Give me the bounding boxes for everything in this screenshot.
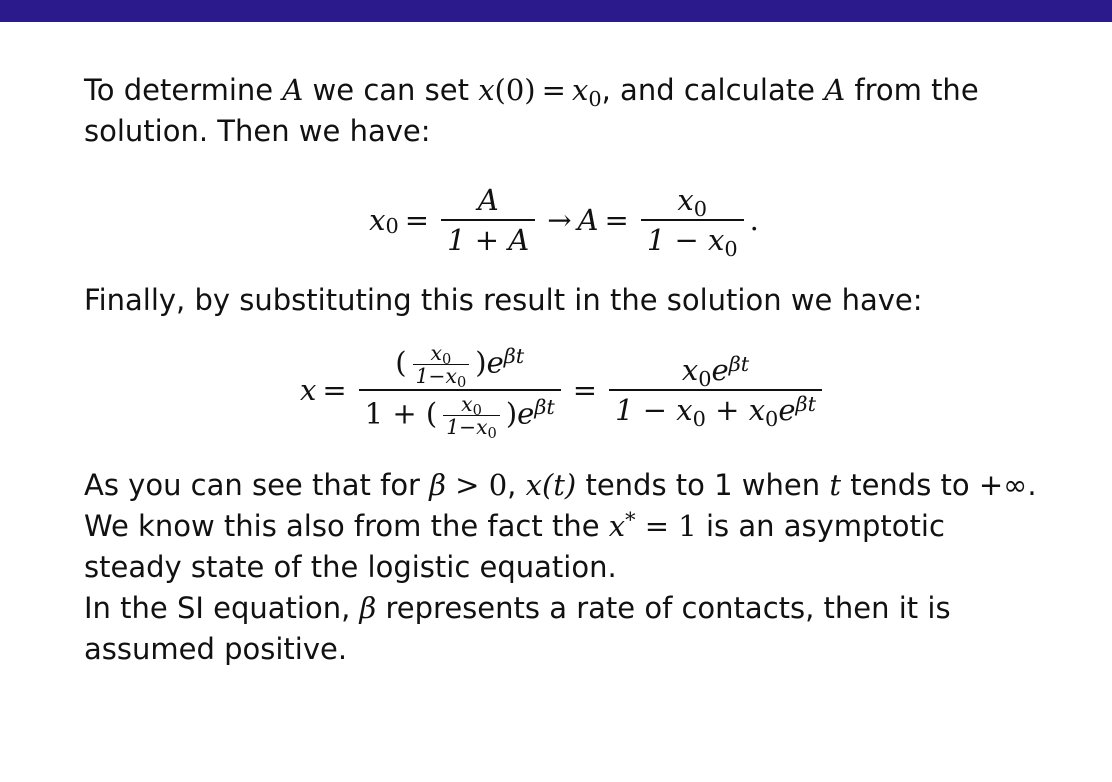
math-exponent: βt xyxy=(503,344,525,369)
si-equation-paragraph xyxy=(84,588,1044,670)
text-run: represents a rate of contacts, then it is assumed positive. xyxy=(84,591,951,666)
math-equals: = xyxy=(541,73,566,107)
text-run: As you can see that for xyxy=(84,468,430,502)
math-var-beta: β xyxy=(429,468,446,502)
math-paren: ) xyxy=(475,345,487,380)
inner-fraction xyxy=(413,341,470,392)
asymptotic-paragraph xyxy=(84,465,1044,588)
text-run: from the solution. Then we have: xyxy=(84,73,979,148)
math-subscript: 0 xyxy=(487,425,497,443)
slide-content xyxy=(84,70,1044,670)
math-subscript: 0 xyxy=(692,406,706,431)
math-var-x0: x xyxy=(369,202,386,237)
math-exponent: βt xyxy=(534,395,555,420)
fraction-simplified xyxy=(609,351,822,431)
text-run: tends to +∞. We know this also from the fact the xyxy=(84,468,1037,543)
fraction-main xyxy=(359,341,561,443)
fraction-numerator xyxy=(676,353,755,389)
math-arrow: → xyxy=(547,202,572,237)
math-expr: x(t) xyxy=(525,468,577,502)
math-equals: = xyxy=(322,372,347,407)
math-subscript: 0 xyxy=(588,86,602,111)
text-run: tends to 1 when xyxy=(576,468,830,502)
math-var-e: e xyxy=(486,345,504,380)
fraction-numerator xyxy=(389,341,530,392)
fraction-numerator xyxy=(458,392,485,420)
math-subscript: 0 xyxy=(472,402,482,420)
text-run: To determine xyxy=(84,73,283,107)
fraction-denominator xyxy=(641,219,744,261)
inner-fraction xyxy=(443,392,500,443)
fraction-denominator xyxy=(359,389,561,443)
math-var-x: x xyxy=(300,372,317,407)
fraction-numerator xyxy=(428,341,455,369)
text-run: In the SI equation, xyxy=(84,591,360,625)
math-var-A: A xyxy=(824,73,846,107)
math-expr: 1−x xyxy=(446,415,488,439)
math-expr: + x xyxy=(705,393,766,427)
math-paren: ( xyxy=(395,345,407,380)
fraction-denominator xyxy=(413,364,470,392)
fraction-A-over-1-plus-A xyxy=(441,183,535,257)
math-var-e: e xyxy=(711,353,729,387)
fraction-denominator xyxy=(443,415,500,443)
math-expr: 1−x xyxy=(415,364,457,388)
math-paren: ) xyxy=(505,396,518,431)
math-var-t: t xyxy=(829,468,841,502)
math-var-x: x xyxy=(608,509,626,543)
math-var-x0: x xyxy=(571,73,589,107)
math-var-x: x xyxy=(681,353,699,387)
math-var-e: e xyxy=(517,396,535,431)
fraction-numerator xyxy=(671,183,713,219)
equation-initial-condition: x 0 = $\frac{A}{1 + A}$ → A = $\frac{x_0}{1 - x_0}$ . xyxy=(369,183,759,261)
math-subscript: 0 xyxy=(765,406,779,431)
math-var-x: x xyxy=(430,341,442,365)
math-period: . xyxy=(749,202,759,237)
math-exponent: βt xyxy=(795,391,816,416)
math-paren: ( xyxy=(425,396,438,431)
math-subscript: 0 xyxy=(456,374,467,392)
math-subscript: 0 xyxy=(698,366,712,391)
math-equals: = xyxy=(572,372,598,407)
fraction-denominator xyxy=(609,389,822,431)
fraction-x0-over-1-minus-x0 xyxy=(641,183,744,261)
math-var-x: x xyxy=(461,392,473,416)
math-equals: = xyxy=(404,202,430,237)
fraction-numerator: A xyxy=(477,183,499,217)
fraction-denominator: 1 + A xyxy=(441,219,535,257)
text-run: is an asymptotic steady state of the logistic equation. xyxy=(84,509,945,584)
math-var-x: x xyxy=(478,73,495,107)
math-var-A: A xyxy=(282,73,304,107)
math-exponent: βt xyxy=(728,351,750,376)
math-equals: = xyxy=(604,202,629,237)
math-var-x: x xyxy=(677,183,694,217)
math-expr: 1 + xyxy=(364,396,426,431)
intro-paragraph xyxy=(84,70,1044,152)
math-expr: 1 − x xyxy=(646,223,725,257)
math-var-e: e xyxy=(778,393,796,427)
math-expr: 1 − x xyxy=(615,393,693,427)
math-var-beta: β xyxy=(359,591,377,625)
math-subscript: 0 xyxy=(693,196,708,221)
math-var-A: A xyxy=(577,202,599,237)
text-run: , and calculate xyxy=(601,73,825,107)
math-arg: (0) xyxy=(494,73,536,107)
equation-solution xyxy=(84,331,1044,449)
math-superscript: * xyxy=(625,507,636,532)
math-subscript: 0 xyxy=(441,351,452,369)
math-subscript: 0 xyxy=(724,236,738,261)
text-run: we can set xyxy=(303,73,479,107)
math-inequality: > 0 xyxy=(445,468,508,502)
math-equality: = 1 xyxy=(635,509,697,543)
substitution-paragraph: Finally, by substituting this result in the solution we have: xyxy=(84,283,923,317)
text-run: , xyxy=(507,468,526,502)
slide-header-bar xyxy=(0,0,1112,22)
